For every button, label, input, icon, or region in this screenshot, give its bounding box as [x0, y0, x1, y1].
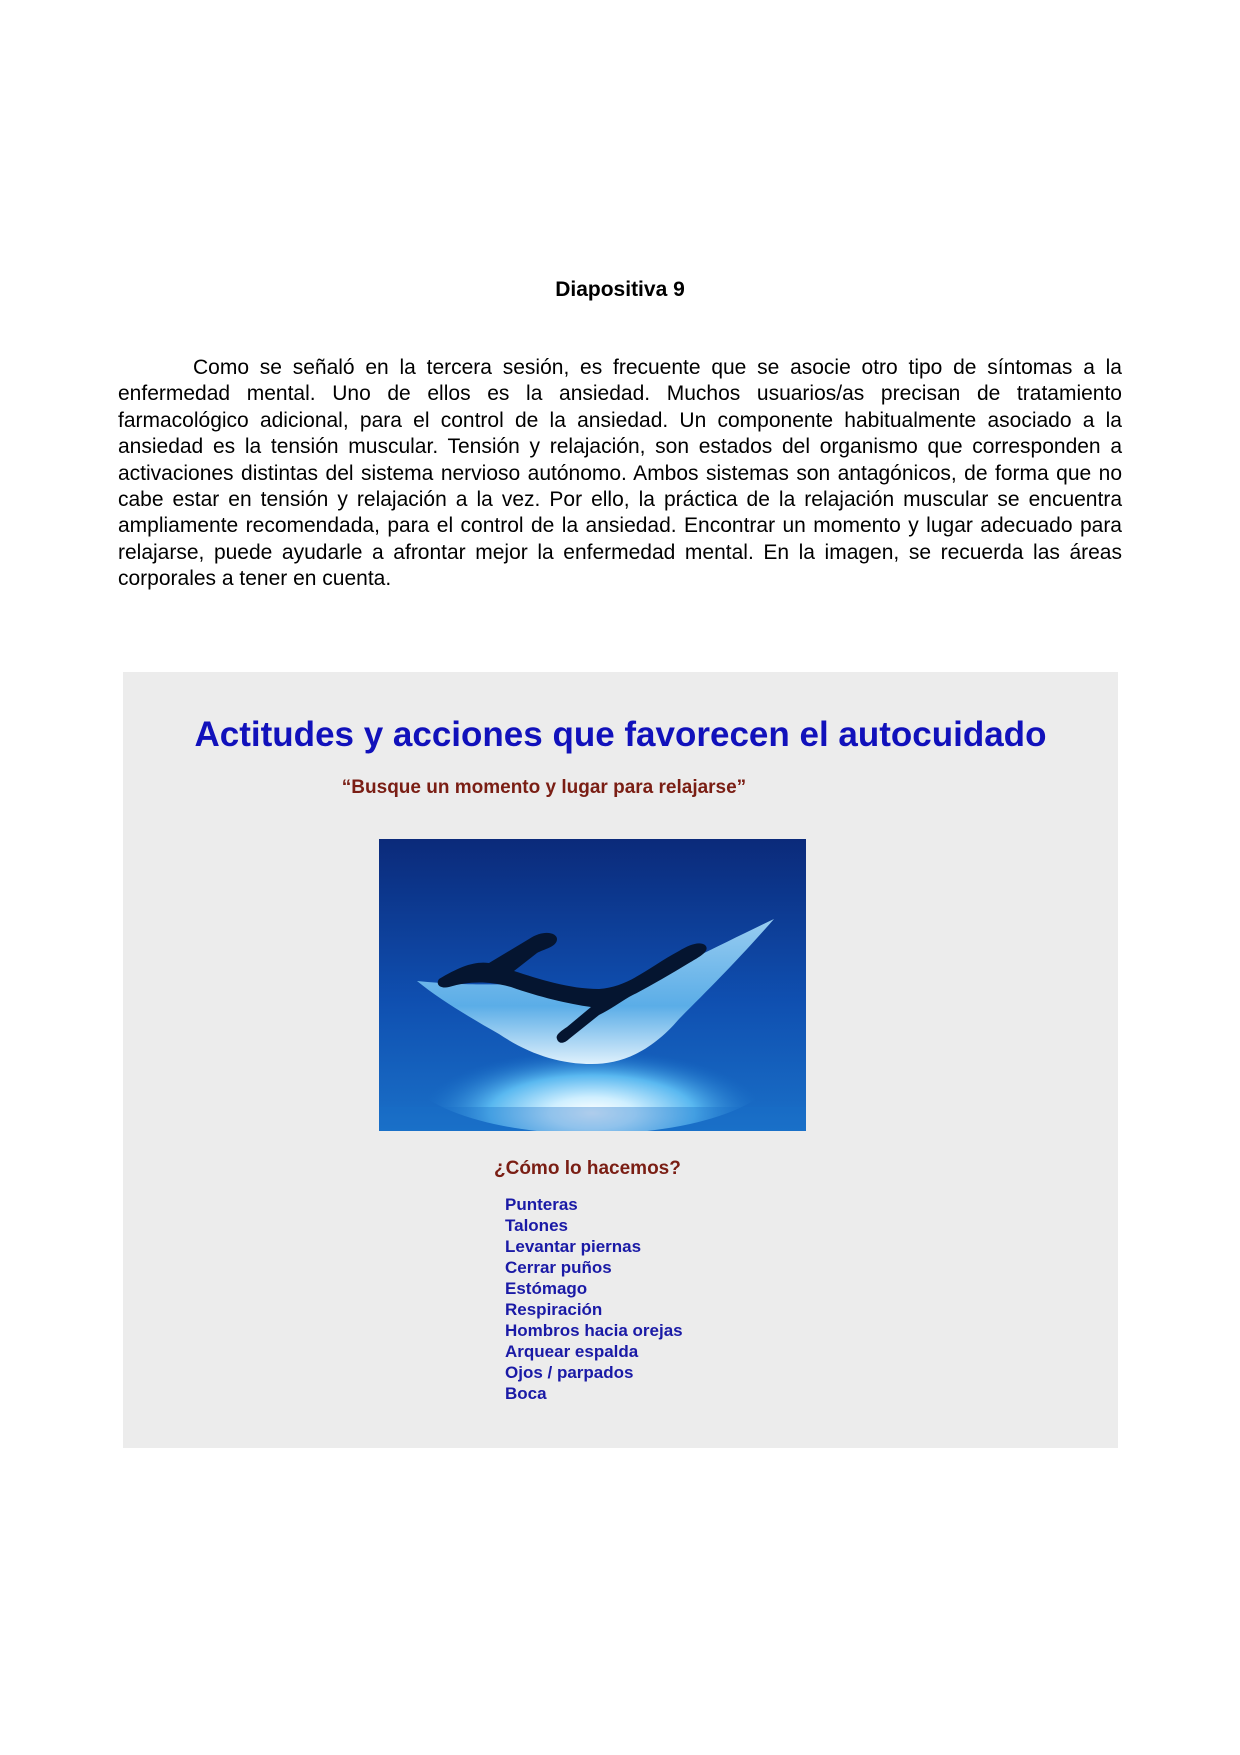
list-item: Punteras	[505, 1195, 578, 1214]
list-item: Ojos / parpados	[505, 1363, 634, 1382]
list-item: Hombros hacia orejas	[505, 1321, 683, 1340]
list-item: Boca	[505, 1384, 547, 1403]
relaxing-figure-photo	[379, 839, 806, 1131]
list-item: Estómago	[505, 1279, 588, 1298]
steps-list	[505, 1194, 683, 1404]
list-item: Talones	[505, 1216, 568, 1235]
list-item: Respiración	[505, 1300, 603, 1319]
how-heading: ¿Cómo lo hacemos?	[494, 1158, 681, 1179]
list-item: Levantar piernas	[505, 1237, 642, 1256]
page-title: Diapositiva 9	[555, 278, 685, 301]
body-paragraph: Como se señaló en la tercera sesión, es frecuente que se asocie otro tipo de síntomas a la enfermedad mental. Uno de ellos es la ansiedad. Muchos usuarios/as precisan de tratamiento farmacológico adicional, para el control de la ansiedad. Un componente habitualmente asociado a la ansiedad es la tensión muscular. Tensión y relajación, son estados del organismo que corresponden a activaciones distintas del sistema nervioso autónomo. Ambos sistemas son antagónicos, de forma que no cabe estar en tensión y relajación a la vez. Por ello, la práctica de la relajación muscular se encuentra ampliamente recomendada, para el control de la ansiedad. Encontrar un momento y lugar adecuado para relajarse, puede ayudarle a afrontar mejor la enfermedad mental. En la imagen, se recuerda las áreas corporales a tener en cuenta.	[118, 356, 1122, 591]
slide-title: Actitudes y acciones que favorecen el autocuidado	[194, 715, 1047, 754]
list-item: Arquear espalda	[505, 1342, 639, 1361]
slide-panel	[123, 672, 1118, 1448]
list-item: Cerrar puños	[505, 1258, 612, 1277]
slide-quote: “Busque un momento y lugar para relajarse”	[341, 777, 747, 798]
